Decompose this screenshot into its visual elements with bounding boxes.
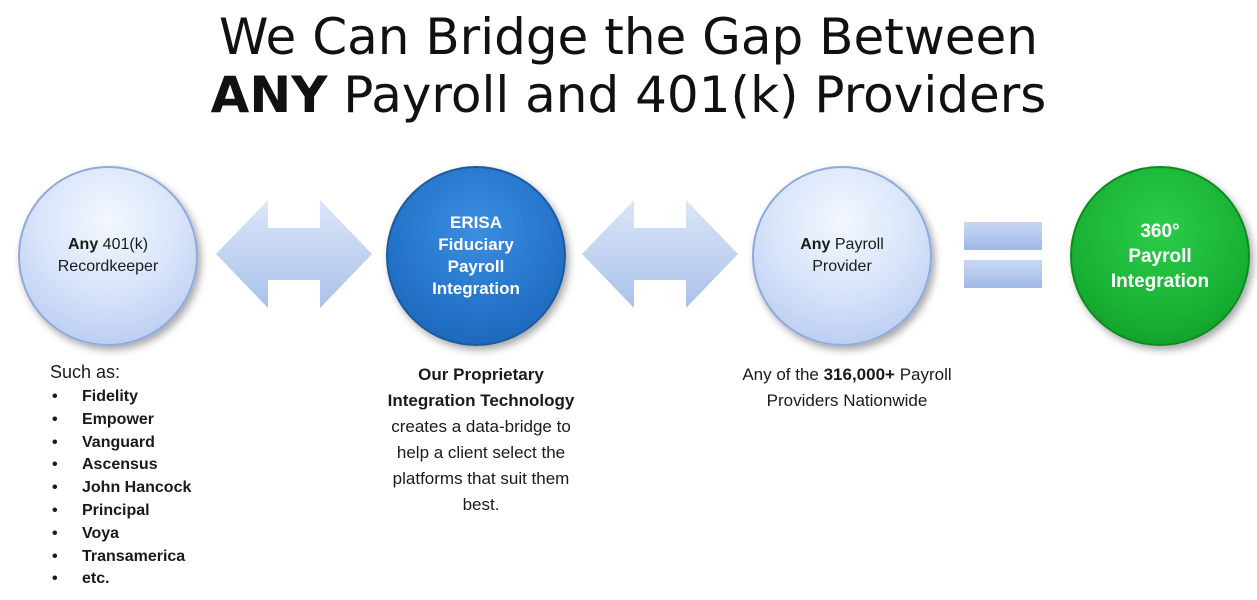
erisa-line-4: Integration bbox=[432, 279, 520, 298]
list-item: • Fidelity bbox=[50, 386, 191, 409]
list-item: • Vanguard bbox=[50, 432, 191, 455]
list-item: • Ascensus bbox=[50, 454, 191, 477]
providers-caption bbox=[742, 362, 952, 414]
double-arrow-icon-left bbox=[216, 200, 372, 308]
list-item: • etc. bbox=[50, 568, 191, 591]
list-item: • Principal bbox=[50, 500, 191, 523]
title-line-1: We Can Bridge the Gap Between bbox=[219, 8, 1038, 66]
page-title bbox=[0, 8, 1257, 124]
list-item: • Transamerica bbox=[50, 546, 191, 569]
recordkeeper-circle bbox=[18, 166, 198, 346]
double-arrow-icon-right bbox=[582, 200, 738, 308]
providers-caption-suffix: Payroll Providers Nationwide bbox=[766, 365, 952, 410]
payroll-line-2: Provider bbox=[812, 258, 872, 275]
payroll-provider-circle bbox=[752, 166, 932, 346]
recordkeeper-any: Any bbox=[67, 236, 99, 253]
list-item: • Voya bbox=[50, 523, 191, 546]
list-item: • John Hancock bbox=[50, 477, 191, 500]
erisa-line-2: Fiduciary bbox=[438, 235, 514, 254]
recordkeeper-list-lead: Such as: bbox=[50, 362, 121, 382]
erisa-line-3: Payroll bbox=[447, 257, 505, 276]
erisa-line-1: ERISA bbox=[450, 213, 502, 232]
payroll-line-1 bbox=[800, 234, 884, 256]
technology-caption-bold: Our Proprietary Integration Technology bbox=[387, 365, 575, 410]
list-item: • Empower bbox=[50, 409, 191, 432]
recordkeeper-items bbox=[50, 386, 191, 591]
payroll-type: Payroll bbox=[830, 236, 884, 253]
equals-bar-top bbox=[964, 222, 1042, 250]
technology-caption-text: creates a data-bridge to help a client select the platforms that suit them best. bbox=[391, 417, 571, 514]
title-line-2-rest: Payroll and 401(k) Providers bbox=[327, 66, 1047, 124]
title-line-2 bbox=[0, 66, 1257, 124]
recordkeeper-list bbox=[50, 360, 191, 591]
result-line-2: Payroll bbox=[1128, 245, 1192, 267]
providers-caption-prefix: Any of the bbox=[742, 365, 824, 384]
title-emphasis: ANY bbox=[210, 66, 328, 124]
recordkeeper-line-2: Recordkeeper bbox=[57, 258, 159, 275]
providers-count: 316,000+ bbox=[823, 365, 895, 384]
erisa-circle bbox=[386, 166, 566, 346]
result-line-1: 360° bbox=[1140, 220, 1180, 242]
recordkeeper-line-1 bbox=[68, 234, 148, 256]
result-line-3: Integration bbox=[1110, 270, 1210, 292]
technology-caption bbox=[376, 362, 586, 518]
payroll-any: Any bbox=[800, 236, 831, 253]
recordkeeper-type: 401(k) bbox=[98, 236, 149, 253]
result-circle bbox=[1070, 166, 1250, 346]
equals-bar-bottom bbox=[964, 260, 1042, 288]
